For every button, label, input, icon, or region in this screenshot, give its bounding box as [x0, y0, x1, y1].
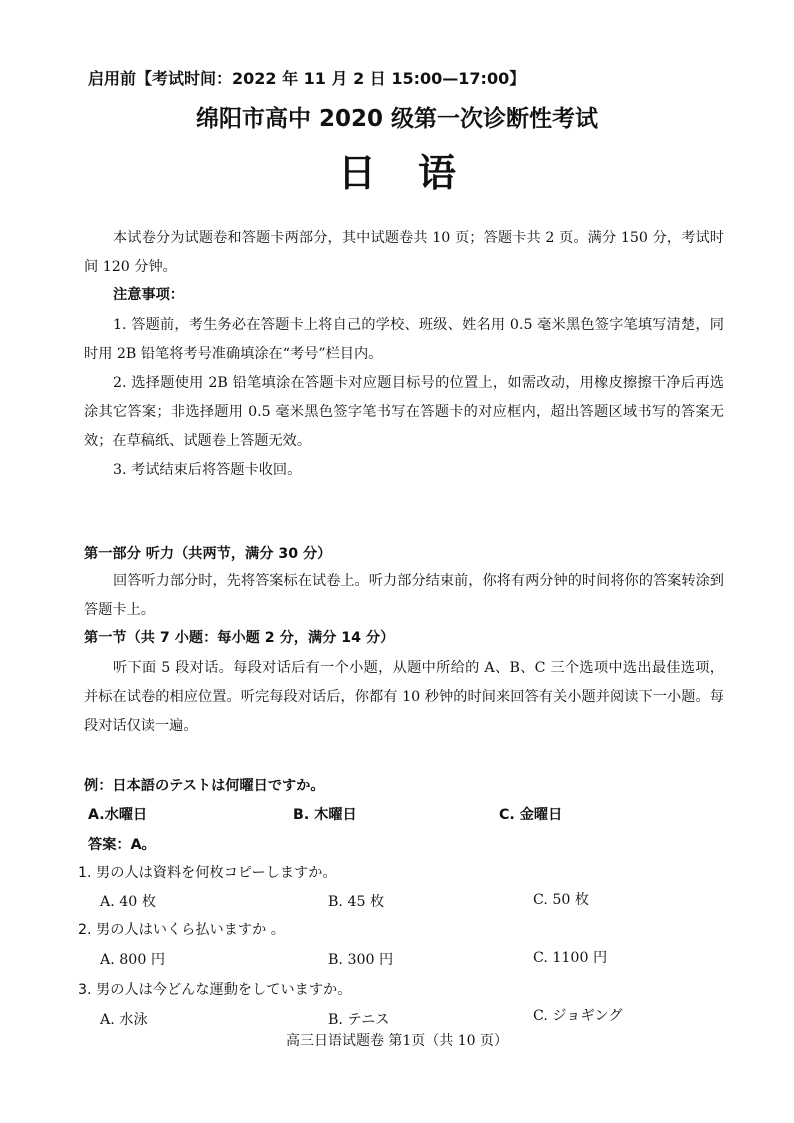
part1-heading: 第一部分 听力（共两节，满分 30 分） — [84, 546, 332, 562]
question-3-option-b: B. テニス — [328, 1012, 390, 1028]
question-3-option-a: A. 水泳 — [100, 1012, 148, 1028]
example-option-c: C. 金曜日 — [499, 807, 563, 823]
subject-title: 日语 — [337, 151, 498, 195]
question-2-option-b: B. 300 円 — [328, 952, 394, 968]
exam-title: 绵阳市高中 2020 级第一次诊断性考试 — [195, 106, 599, 132]
question-1-option-b: B. 45 枚 — [328, 894, 385, 910]
question-3-option-c: C. ジョギング — [533, 1008, 623, 1024]
page-footer: 高三日语试题卷 第1页（共 10 页） — [285, 1033, 509, 1049]
section1-heading: 第一节（共 7 小题：每小题 2 分，满分 14 分） — [84, 630, 395, 646]
note-2: 2. 选择题使用 2B 铅笔填涂在答题卡对应题目标号的位置上，如需改动，用橡皮擦擦干净后再选涂其它答案；非选择题用 0.5 毫米黑色签字笔书写在答题卡的对应框内，超出答题区域书写的答案无效；在草稿纸、试题卷上答题无效。 — [84, 375, 724, 449]
section1-instruction: 听下面 5 段对话。每段对话后有一个小题，从题中所给的 A、B、C 三个选项中选出最佳选项，并标在试卷的相应位置。听完每段对话后，你都有 10 秒钟的时间来回答有关小题并阅读下一小题。每段对话仅读一遍。 — [84, 660, 724, 734]
intro-paragraph: 本试卷分为试题卷和答题卡两部分，其中试题卷共 10 页；答题卡共 2 页。满分 150 分，考试时间 120 分钟。 — [84, 230, 724, 275]
note-3: 3. 考试结束后将答题卡收回。 — [113, 462, 302, 478]
example-option-b: B. 木曜日 — [293, 807, 357, 823]
question-1-option-a: A. 40 枚 — [100, 894, 157, 910]
note-1: 1. 答题前，考生务必在答题卡上将自己的学校、班级、姓名用 0.5 毫米黑色签字笔填写清楚，同时用 2B 铅笔将考号准确填涂在“考号”栏目内。 — [84, 317, 724, 362]
notes-heading: 注意事项： — [113, 287, 184, 303]
example-answer: 答案：A。 — [88, 837, 156, 853]
question-1-option-c: C. 50 枚 — [533, 892, 590, 908]
exam-time-header: 启用前【考试时间：2022 年 11 月 2 日 15:00—17:00】 — [88, 69, 526, 88]
question-1: 1. 男の人は資料を何枚コピーしますか。 — [78, 865, 337, 881]
question-2-option-a: A. 800 円 — [100, 952, 166, 968]
question-2: 2. 男の人はいくら払いますか 。 — [78, 922, 285, 938]
example-question: 例：日本語のテストは何曜日ですか。 — [84, 778, 325, 794]
question-3: 3. 男の人は今どんな運動をしていますか。 — [78, 982, 352, 998]
part1-instruction: 回答听力部分时，先将答案标在试卷上。听力部分结束前，你将有两分钟的时间将你的答案转涂到答题卡上。 — [84, 573, 724, 618]
example-option-a: A.水曜日 — [88, 807, 148, 823]
question-2-option-c: C. 1100 円 — [533, 950, 608, 966]
